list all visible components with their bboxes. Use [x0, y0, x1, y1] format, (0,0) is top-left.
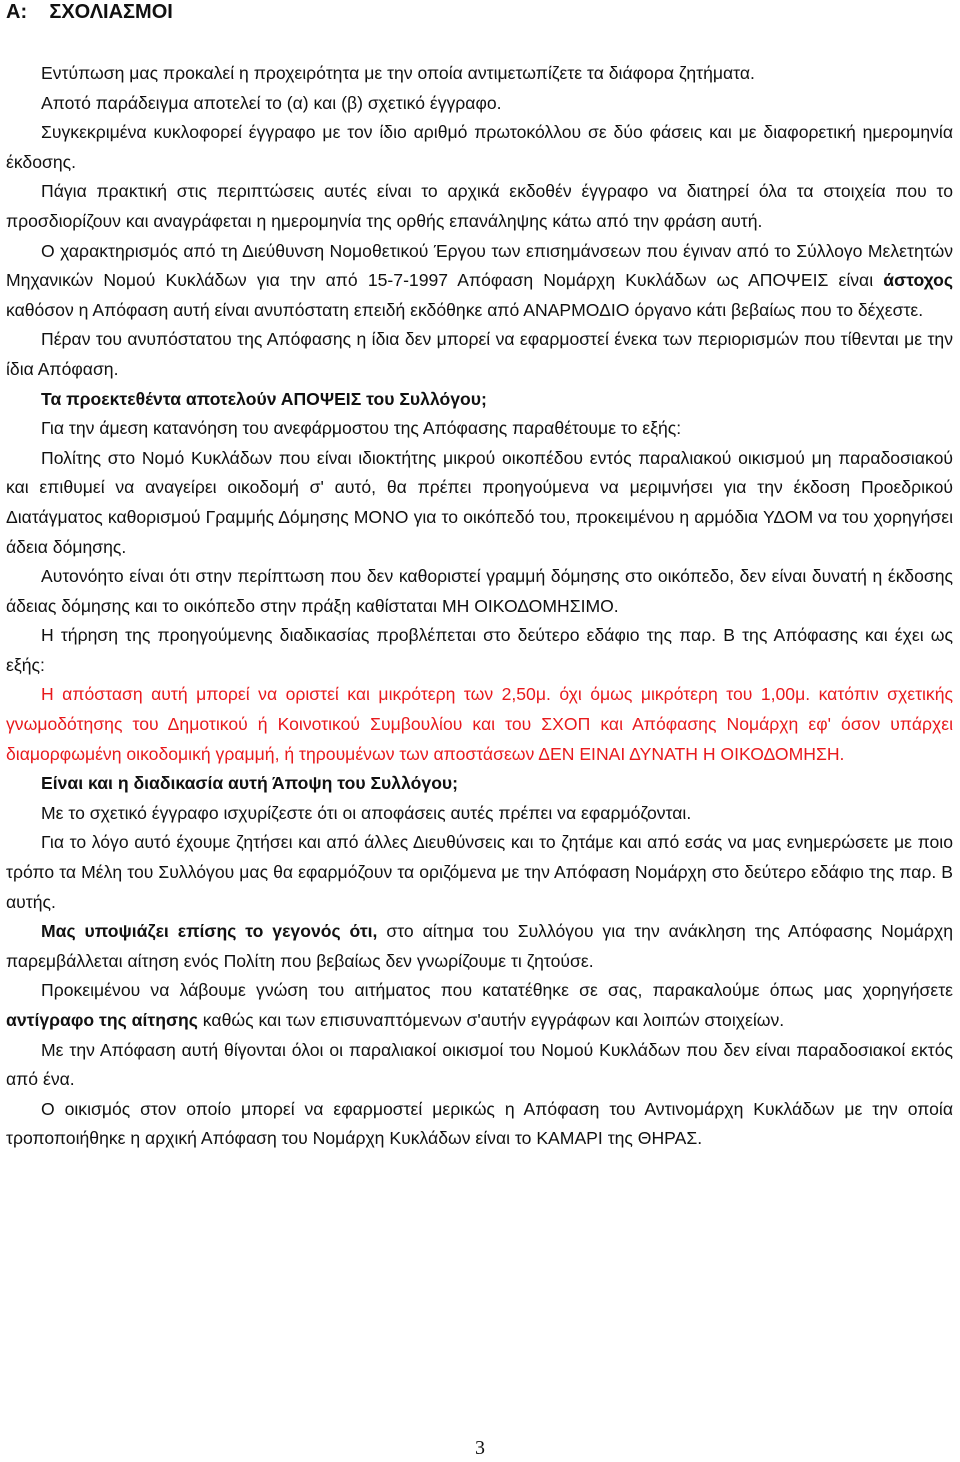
paragraph — [6, 237, 953, 326]
paragraph: Αυτονόητο είναι ότι στην περίπτωση που δεν καθοριστεί γραμμή δόμησης στο οικόπεδο, δεν είναι δυνατή η έκδοσης άδειας δόμησης και το οικόπεδο στην πράξη καθίσταται ΜΗ ΟΙΚΟΔΟΜΗΣΙΜΟ. — [6, 566, 953, 616]
question-heading: Είναι και η διαδικασία αυτή Άποψη του Συλλόγου; — [41, 773, 459, 794]
paragraph: Πέραν του ανυπόστατου της Απόφασης η ίδια δεν μπορεί να εφαρμοστεί ένεκα των περιορισμών που τίθενται με την ίδια Απόφαση. — [6, 329, 953, 379]
paragraph-text: στο αίτημα του Συλλόγου για την ανάκληση της Απόφασης Νομάρχη παρεμβάλλεται αίτηση ενός Πολίτη που βεβαίως δεν γνωρίζουμε τι ζητούσε. — [6, 921, 953, 971]
paragraph-text: καθόσον η Απόφαση αυτή είναι ανυπόστατη επειδή εκδόθηκε από ΑΝΑΡΜΟΔΙΟ όργανο κάτι βεβαίως που το δέχεστε. — [6, 299, 924, 320]
paragraph: Ο οικισμός στον οποίο μπορεί να εφαρμοστεί μερικώς η Απόφαση του Αντινομάρχη Κυκλάδων με την οποία τροποποιήθηκε η αρχική Απόφαση του Νομάρχη Κυκλάδων είναι το ΚΑΜΑΡΙ της ΘΗΡΑΣ. — [6, 1098, 953, 1149]
quoted-decision-text: Η απόσταση αυτή μπορεί να οριστεί και μικρότερη των 2,50μ. όχι όμως μικρότερη του 1,00μ. κατόπιν σχετικής γνωμοδότησης του Δημοτικού ή Κοινοτικού Συμβουλίου και του ΣΧΟΠ και Απόφασης Νομάρχη εφ' όσον υπάρχει διαμορφωμένη οικοδομική γραμμή, ή τηρουμένων των αποστάσεων ΔΕΝ ΕΙΝΑΙ ΔΥΝΑΤΗ Η ΟΙΚΟΔΟΜΗΣΗ. — [6, 684, 953, 764]
paragraph: Για το λόγο αυτό έχουμε ζητήσει και από άλλες Διευθύνσεις και το ζητάμε και από εσάς να μας ενημερώσετε με ποιο τρόπο τα Μέλη του Συλλόγου μας θα εφαρμόζουν τα οριζόμενα με την Απόφαση Νομάρχη στο δεύτερο εδάφιο της παρ. Β αυτής. — [6, 832, 953, 912]
paragraph-text: καθώς και των επισυναπτόμενων σ'αυτήν εγγράφων και λοιπών στοιχείων. — [197, 1010, 785, 1030]
paragraph: Πάγια πρακτική στις περιπτώσεις αυτές είναι το αρχικά εκδοθέν έγγραφο να διατηρεί όλα τα στοιχεία που το προσδιορίζουν και αναγράφεται η ημερομηνία της ορθής επανάληψης κάτω από την φράση αυτή. — [6, 181, 953, 231]
page-number: 3 — [475, 1437, 485, 1459]
paragraph — [6, 976, 953, 1035]
question-heading: Τα προεκτεθέντα αποτελούν ΑΠΟΨΕΙΣ του Συλλόγου; — [41, 388, 487, 409]
paragraph: Με το σχετικό έγγραφο ισχυρίζεστε ότι οι αποφάσεις αυτές πρέπει να εφαρμόζονται. — [41, 802, 692, 823]
emphasis-text: άστοχος — [883, 270, 953, 291]
paragraph: Η τήρηση της προηγούμενης διαδικασίας προβλέπεται στο δεύτερο εδάφιο της παρ. Β της Απόφασης και έχει ως εξής: — [6, 625, 953, 675]
paragraph: Για την άμεση κατανόηση του ανεφάρμοστου της Απόφασης παραθέτουμε το εξής: — [41, 418, 682, 439]
document-body — [6, 59, 953, 1154]
paragraph: Εντύπωση μας προκαλεί η προχειρότητα με την οποία αντιμετωπίζετε τα διάφορα ζητήματα. — [41, 63, 755, 83]
emphasis-text: αντίγραφο της αίτησης — [6, 1010, 198, 1030]
paragraph: Με την Απόφαση αυτή θίγονται όλοι οι παραλιακοί οικισμοί του Νομού Κυκλάδων που δεν είναι παραδοσιακοί εκτός από ένα. — [6, 1039, 953, 1090]
paragraph-text: Ο χαρακτηρισμός από τη Διεύθυνση Νομοθετικού Έργου των επισημάνσεων που έγιναν από το Σύλλογο Μελετητών Μηχανικών Νομού Κυκλάδων για την από 15-7-1997 Απόφαση Νομάρχη Κυκλάδων ως ΑΠΟΨΕΙΣ είναι — [6, 240, 953, 291]
paragraph-text: Προκειμένου να λάβουμε γνώση του αιτήματος που κατατέθηκε σε σας, παρακαλούμε όπως μας χορηγήσετε — [41, 980, 953, 1001]
paragraph: Πολίτης στο Νομό Κυκλάδων που είναι ιδιοκτήτης μικρού οικοπέδου εντός παραλιακού οικισμού μη παραδοσιακού και επιθυμεί να αναγείρει οικοδομή σ' αυτό, θα πρέπει προηγούμενα να μεριμνήσει για την έκδοση Προεδρικού Διατάγματος καθορισμού Γραμμής Δόμησης ΜΟΝΟ για το οικόπεδό του, προκειμένου η αρμόδια ΥΔΟΜ να του χορηγήσει άδεια δόμησης. — [6, 447, 953, 557]
paragraph — [6, 917, 953, 976]
emphasis-text: Μας υποψιάζει επίσης το γεγονός ότι, — [41, 921, 378, 942]
section-heading: Α: ΣΧΟΛΙΑΣΜΟΙ — [6, 1, 173, 23]
paragraph: Συγκεκριμένα κυκλοφορεί έγγραφο με τον ίδιο αριθμό πρωτοκόλλου σε δύο φάσεις και με διαφορετική ημερομηνία έκδοσης. — [6, 122, 953, 172]
paragraph: Αποτό παράδειγμα αποτελεί το (α) και (β) σχετικό έγγραφο. — [41, 92, 502, 113]
